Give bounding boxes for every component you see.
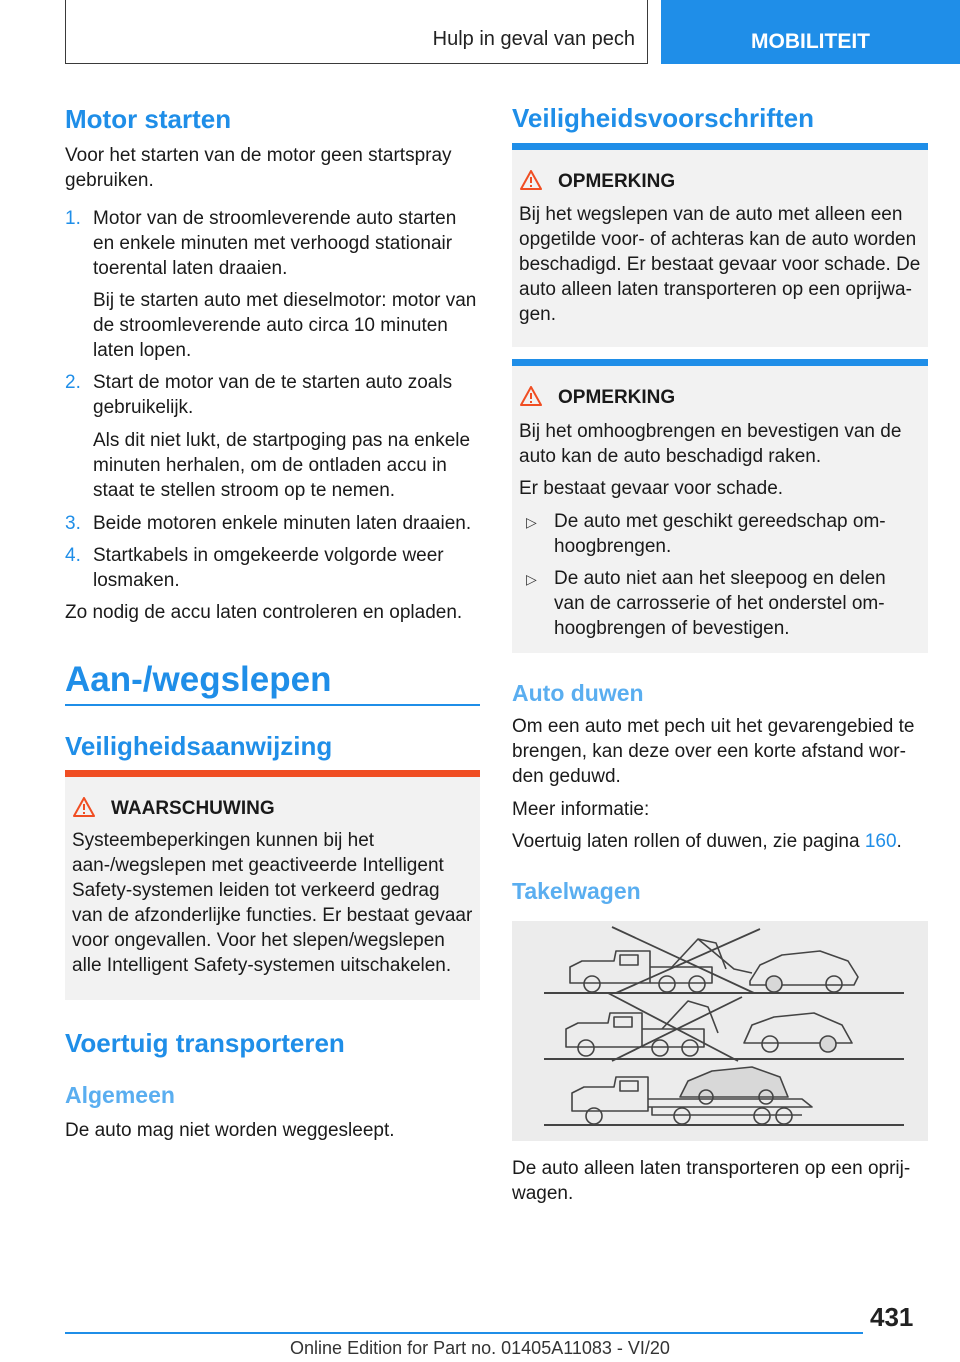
more-info-label: Meer informatie: [512, 799, 650, 820]
page-link[interactable]: 160 [864, 831, 897, 852]
warning-label: WAARSCHUWING [111, 798, 275, 819]
heading-auto-duwen: Auto duwen [512, 680, 644, 706]
step-text: Start de motor van de te starten auto zoals gebruikelijk. [93, 372, 453, 418]
notice-text: Er bestaat gevaar voor schade. [519, 478, 784, 499]
page-reference [512, 829, 926, 854]
notice-text: Bij het omhoogbrengen en bevestigen van de auto kan de auto beschadigd raken. [519, 421, 902, 467]
step-text: Startkabels in omgekeerde volgorde weer losmaken. [93, 545, 444, 591]
step-subtext: Als dit niet lukt, de startpoging pas na enkele minuten herhalen, om de ontladen accu in staat te stellen stroom op te nemen. [93, 430, 471, 501]
warning-triangle-icon [520, 170, 542, 190]
heading-voertuig-transporteren: Voertuig transporteren [65, 1028, 345, 1058]
heading-algemeen: Algemeen [65, 1082, 175, 1108]
triangle-bullet-icon: ▷ [526, 571, 537, 587]
heading-veiligheidsaanwijzing: Veiligheidsaanwijzing [65, 731, 333, 761]
warning-bar [65, 770, 480, 777]
notice-bar [512, 359, 928, 366]
auto-duwen-text: Om een auto met pech uit het gevarengebied te brengen, kan deze over een korte afstand worden geduwd. [512, 716, 915, 787]
notice-text: Bij het wegslepen van de auto met alleen een opgetilde voor- of achteras kan de auto worden beschadigd. Er bestaat gevaar voor schade. De auto alleen laten transporteren op een oprijwagen. [519, 204, 921, 325]
reference-suffix: . [896, 831, 902, 852]
heading-takelwagen: Takelwagen [512, 878, 641, 904]
bullet-text: De auto niet aan het sleepoog en delen van de carrosserie of het onderstel omhoogbrengen of bevestigen. [554, 568, 886, 639]
step-number: 1. [65, 208, 81, 229]
page-number: 431 [870, 1302, 914, 1332]
tow-truck-illustration [512, 921, 928, 1141]
algemeen-text: De auto mag niet worden weggesleept. [65, 1120, 395, 1141]
warning-text: Systeembeperkingen kunnen bij het aan-/wegslepen met geactiveerde Intelligent Safety-systemen leiden tot verkeerd gedrag van de afzonderlijke functies. Er bestaat gevaar voor ongevallen. Voor het slepen/wegslepen alle Intelligent Safety-systemen uitschakelen. [72, 830, 473, 976]
bullet-text: De auto met geschikt gereedschap omhoogbrengen. [554, 511, 886, 557]
section-rule [65, 704, 480, 706]
step-number: 2. [65, 372, 81, 393]
outro-text: Zo nodig de accu laten controleren en opladen. [65, 602, 463, 623]
running-header [65, 0, 648, 64]
footer-rule [65, 1332, 863, 1334]
step-text: Beide motoren enkele minuten laten draaien. [93, 513, 472, 534]
heading-aan-wegslepen: Aan-/wegslepen [65, 660, 332, 699]
warning-triangle-icon [73, 797, 95, 817]
step-text: Motor van de stroomleverende auto starten en enkele minuten met verhoogd stationair toerental laten draaien. [93, 208, 457, 279]
notice-label: OPMERKING [558, 387, 676, 408]
heading-motor-starten: Motor starten [65, 104, 232, 134]
header-chapter-tab: MOBILITEIT [661, 0, 960, 64]
step-subtext: Bij te starten auto met dieselmotor: motor van de stroomleverende auto circa 10 minuten laten lopen. [93, 290, 477, 361]
warning-box [65, 770, 480, 1000]
step-number: 3. [65, 513, 81, 534]
warning-triangle-icon [520, 386, 542, 406]
notice-bar [512, 143, 928, 150]
notice-box [512, 143, 928, 347]
footer-edition: Online Edition for Part no. 01405A11083 - VI/20 [290, 1338, 670, 1358]
step-number: 4. [65, 545, 81, 566]
notice-box [512, 359, 928, 653]
tow-truck-diagram [512, 921, 928, 1141]
triangle-bullet-icon: ▷ [526, 514, 537, 530]
header-section-title: Hulp in geval van pech [432, 28, 635, 50]
intro-text: Voor het starten van de motor geen startspray gebruiken. [65, 145, 452, 191]
notice-label: OPMERKING [558, 171, 676, 192]
heading-veiligheidsvoorschriften: Veiligheidsvoorschriften [512, 103, 814, 133]
reference-text: Voertuig laten rollen of duwen, zie pagina [512, 831, 865, 852]
figure-caption: De auto alleen laten transporteren op een oprijwagen. [512, 1158, 911, 1204]
